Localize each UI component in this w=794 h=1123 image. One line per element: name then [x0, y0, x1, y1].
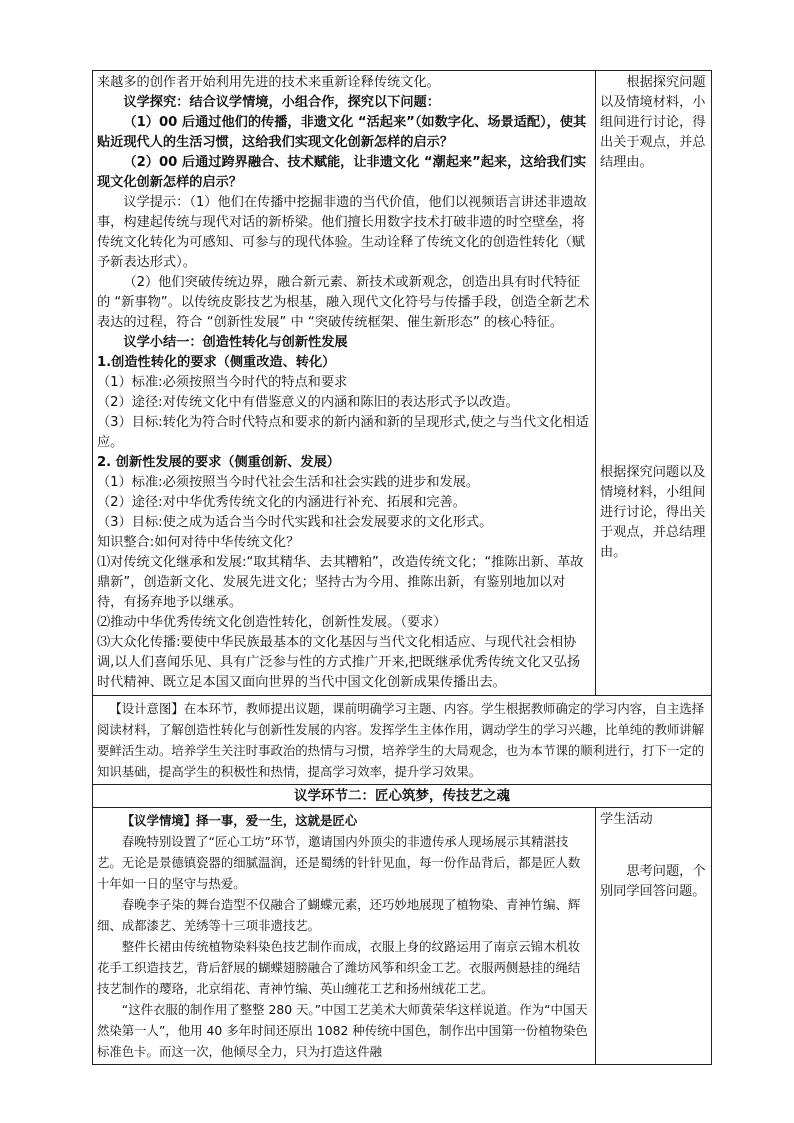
student-activity-cell [596, 808, 712, 1065]
summary-1-b: （2）途径:对传统文化中有借鉴意义的内涵和陈旧的表达形式予以改造。 [97, 395, 519, 410]
summary-2-a: （1）标准:必须按照当今时代社会生活和社会实践的进步和发展。 [97, 475, 480, 490]
inquiry-cell [93, 71, 596, 696]
summary-title: 议学小结一：创造性转化与创新性发展 [123, 335, 348, 350]
spacer [600, 173, 707, 463]
document-page [92, 70, 706, 1065]
side-note-1: 根据探究问题以及情境材料，小组间进行讨论，得出关于观点，并总结理由。 [600, 75, 706, 170]
student-activity-label: 学生活动 [600, 812, 653, 827]
scene-para-2: 春晚李子柒的舞台造型不仅融合了蝴蝶元素，还巧妙地展现了植物染、青神竹编、辉细、成都漆艺、羌绣等十三项非遗技艺。 [97, 897, 581, 933]
design-intent-text: 【设计意图】在本环节，教师提出议题，课前明确学习主题、内容。学生根据教师确定的学习内容，自主选择阅读材料，了解创造性转化与创新性发展的内容。发挥学生主体作用，调动学生的学习兴趣，比单纯的教师讲解要鲜活生动。培养学生关注时事政治的热情与习惯，培养学生的大局观念，也为本节课的顺利进行，打下一定的知识基础，提高学生的积极性和热情，提高学习效率，提升学习效果。 [97, 701, 705, 779]
table-row [93, 71, 712, 696]
summary-1-a: （1）标准:必须按照当今时代的特点和要求 [97, 375, 348, 390]
summary-2-title: 2. 创新性发展的要求（侧重创新、发展） [97, 455, 340, 470]
table-row [93, 808, 712, 1065]
inquiry-title: 议学探究：结合议学情境，小组合作，探究以下问题： [123, 95, 440, 110]
knowledge-1: ⑴对传统文化继承和发展:“取其精华、去其糟粕”，改造传统文化；“推陈出新、革故鼎新”，创造新文化、发展先进文化；坚持古为今用、推陈出新，有鉴别地加以对待，有扬弃地予以继承。 [97, 555, 584, 610]
table-row [93, 696, 712, 785]
summary-1-c: （3）目标:转化为符合时代特点和要求的新内涵和新的呈现形式,使之与当代文化相适应。 [97, 415, 589, 450]
hint-1: 议学提示：（1）他们在传播中挖掘非遗的当代价值，他们以视频语言讲述非遗故事，构建起传统与现代对话的新桥梁。他们擅长用数字技术打破非遗的时空壁垒，将传统文化转化为可感知、可参与的现代体验。生动诠释了传统文化的创造性转化（赋予新表达形式）。 [97, 195, 587, 270]
table-row [93, 785, 712, 808]
section-2-title: 议学环节二：匠心筑梦，传技艺之魂 [93, 785, 712, 808]
student-activity-note: 思考问题，个别同学回答问题。 [600, 864, 706, 899]
summary-2-b: （2）途径:对中华优秀传统文化的内涵进行补充、拓展和完善。 [97, 495, 466, 510]
summary-2-c: （3）目标:使之成为适合当今时代实践和社会发展要求的文化形式。 [97, 515, 493, 530]
knowledge-title: 知识整合:如何对待中华传统文化？ [97, 535, 300, 550]
knowledge-2: ⑵推动中华优秀传统文化创造性转化，创新性发展。（要求） [97, 615, 447, 630]
scene-para-4: “这件衣服的制作用了整整 280 天。”中国工艺美术大师黄荣华这样说道。作为“中国天然染第一人”，他用 40 多年时间还原出 1082 种传统中国色，制作出中国第一份植物染色标准色卡。而这一次，他倾尽全力，只为打造这件融 [97, 1002, 588, 1059]
scene-cell [93, 808, 596, 1065]
scene-title: 【议学情境】择一事，爱一生，这就是匠心 [121, 813, 358, 828]
design-intent-cell [93, 696, 712, 785]
side-note-cell [596, 71, 712, 696]
question-2: （2）00 后通过跨界融合、技术赋能，让非遗文化 “潮起来”起来，这给我们实现文化创新怎样的启示？ [97, 155, 587, 190]
intro-line: 来越多的创作者开始利用先进的技术来重新诠释传统文化。 [97, 75, 440, 90]
lesson-table [92, 70, 712, 1065]
hint-2: （2）他们突破传统边界，融合新元素、新技术或新观念，创造出具有时代特征的 “新事物”。以传统皮影技艺为根基，融入现代文化符号与传播手段，创造全新艺术表达的过程，符合 “创新性发展” 中 “突破传统框架、催生新形态” 的核心特征。 [97, 275, 590, 330]
side-note-2: 根据探究问题以及情境材料，小组间进行讨论，得出关于观点，并总结理由。 [600, 465, 706, 560]
scene-para-1: 春晚特别设置了“匠心工坊”环节，邀请国内外顶尖的非遗传承人现场展示其精湛技艺。无论是景德镇瓷器的细腻温润，还是蜀绣的针针见血，每一份作品背后，都是匠人数十年如一日的坚守与热爱。 [97, 834, 581, 891]
scene-para-3: 整件长裙由传统植物染料染色技艺制作而成，衣服上身的纹路运用了南京云锦木机妆花手工织造技艺，背后舒展的蝴蝶翅膀融合了潍坊风筝和织金工艺。衣服两侧悬挂的绳结技艺制作的璎珞，北京绢花、青神竹编、英山缠花工艺和扬州绒花工艺。 [97, 939, 581, 996]
spacer [600, 830, 707, 862]
knowledge-3: ⑶大众化传播:要使中华民族最基本的文化基因与当代文化相适应、与现代社会相协调,以人们喜闻乐见、具有广泛参与性的方式推广开来,把既继承优秀传统文化又弘扬时代精神、既立足本国又面向世界的当代中国文化创新成果传播出去。 [97, 635, 581, 690]
summary-1-title: 1.创造性转化的要求（侧重改造、转化） [97, 355, 336, 370]
question-1: （1）00 后通过他们的传播，非遗文化 “活起来”（如数字化、场景适配），使其贴近现代人的生活习惯，这给我们实现文化创新怎样的启示？ [97, 115, 587, 150]
